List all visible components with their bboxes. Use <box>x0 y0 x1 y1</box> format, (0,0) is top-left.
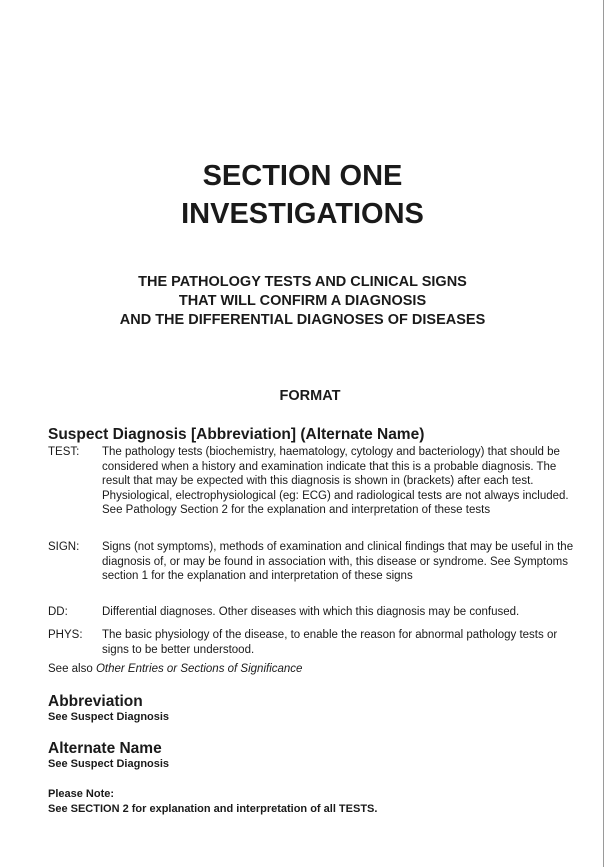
abbreviation-heading: Abbreviation <box>48 693 143 710</box>
subtitle-line-1: THE PATHOLOGY TESTS AND CLINICAL SIGNS <box>138 274 467 290</box>
see-also-italic: Other Entries or Sections of Significance <box>95 663 303 675</box>
abbreviation-text: See Suspect Diagnosis <box>48 711 170 723</box>
note-text: See SECTION 2 for explanation and interpretation of all TESTS. <box>48 803 378 815</box>
subtitle-line-2: THAT WILL CONFIRM A DIAGNOSIS <box>178 293 427 309</box>
test-text: The pathology tests (biochemistry, haematology, cytology and bacteriology) that should be considered when a history and examination indicate that this is a probable diagnosis. The result that may be expected with this diagnosis is shown in (brackets) after each test. Physiological, electrophysiological (eg: ECG) and radiological tests are not always included. See Pathology Section 2 for the explanation and interpretation of these tests <box>102 446 569 517</box>
dd-text: Differential diagnoses. Other diseases with which this diagnosis may be confused. <box>102 606 520 618</box>
phys-text: The basic physiology of the disease, to enable the reason for abnormal pathology tests or signs to be better understood. <box>102 629 558 656</box>
format-heading: FORMAT <box>279 388 341 404</box>
sign-text: Signs (not symptoms), methods of examination and clinical findings that may be useful in the diagnosis of, or may be found in association with, this disease or syndrome. See Symptoms section 1 for the explanation and interpretation of these signs <box>102 541 574 583</box>
alternate-name-heading: Alternate Name <box>48 740 162 757</box>
section-subtitle-title: INVESTIGATIONS <box>181 198 424 230</box>
entry-heading: Suspect Diagnosis [Abbreviation] (Alternate Name) <box>48 426 425 443</box>
section-title: SECTION ONE <box>202 160 403 192</box>
test-label: TEST: <box>48 446 80 458</box>
subtitle-line-3: AND THE DIFFERENTIAL DIAGNOSES OF DISEASES <box>119 312 486 328</box>
see-also-prefix: See also <box>48 663 93 675</box>
page-edge-rule <box>603 0 604 867</box>
phys-label: PHYS: <box>48 629 83 641</box>
sign-label: SIGN: <box>48 541 80 553</box>
alternate-name-text: See Suspect Diagnosis <box>48 758 170 770</box>
dd-label: DD: <box>48 606 68 618</box>
note-heading: Please Note: <box>48 788 115 800</box>
see-also <box>48 663 302 675</box>
